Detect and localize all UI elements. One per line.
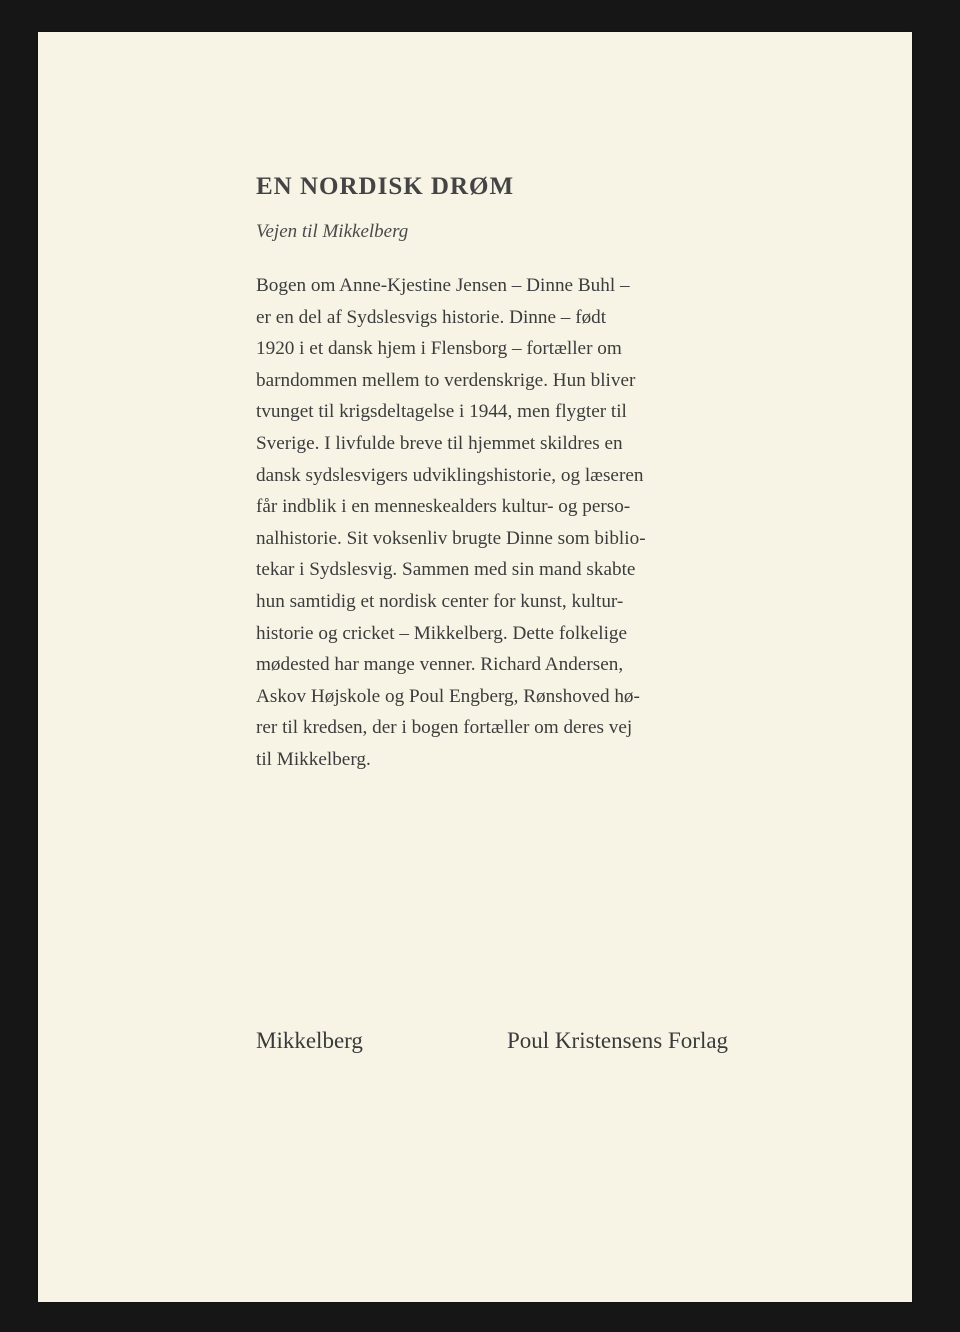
blurb-line: hun samtidig et nordisk center for kunst, kultur-: [256, 590, 624, 612]
blurb-line: historie og cricket – Mikkelberg. Dette folkelige: [256, 622, 628, 644]
blurb-text: [256, 270, 796, 776]
blurb-line: rer til kredsen, der i bogen fortæller om deres vej: [256, 717, 633, 739]
cover-content: [256, 172, 796, 1053]
blurb-line: Sverige. I livfulde breve til hjemmet skildres en: [256, 432, 623, 454]
blurb-line: Bogen om Anne-Kjestine Jensen – Dinne Buhl –: [256, 275, 630, 296]
blurb-line: tvunget til krigsdeltagelse i 1944, men flygter til: [256, 401, 627, 423]
blurb-line: til Mikkelberg.: [256, 748, 371, 770]
blurb-line: mødested har mange venner. Richard Andersen,: [256, 654, 624, 676]
blurb-line: dansk sydslesvigers udviklingshistorie, og læseren: [256, 464, 644, 486]
book-back-cover: [38, 32, 912, 1302]
imprint-place: Mikkelberg: [256, 1028, 363, 1053]
book-subtitle: Vejen til Mikkelberg: [256, 221, 409, 242]
blurb-line: tekar i Sydslesvig. Sammen med sin mand skabte: [256, 559, 636, 581]
blurb-line: får indblik i en menneskealders kultur- og perso-: [256, 496, 631, 518]
book-title: EN NORDISK DRØM: [256, 173, 515, 200]
blurb-line: er en del af Sydslesvigs historie. Dinne – født: [256, 306, 607, 328]
blurb-line: barndommen mellem to verdenskrige. Hun bliver: [256, 369, 636, 391]
blurb-line: nalhistorie. Sit voksenliv brugte Dinne som biblio-: [256, 527, 646, 549]
imprint-publisher: Poul Kristensens Forlag: [507, 1028, 729, 1053]
blurb-line: Askov Højskole og Poul Engberg, Rønshoved hø-: [256, 685, 640, 707]
blurb-line: 1920 i et dansk hjem i Flensborg – fortæller om: [256, 338, 622, 360]
